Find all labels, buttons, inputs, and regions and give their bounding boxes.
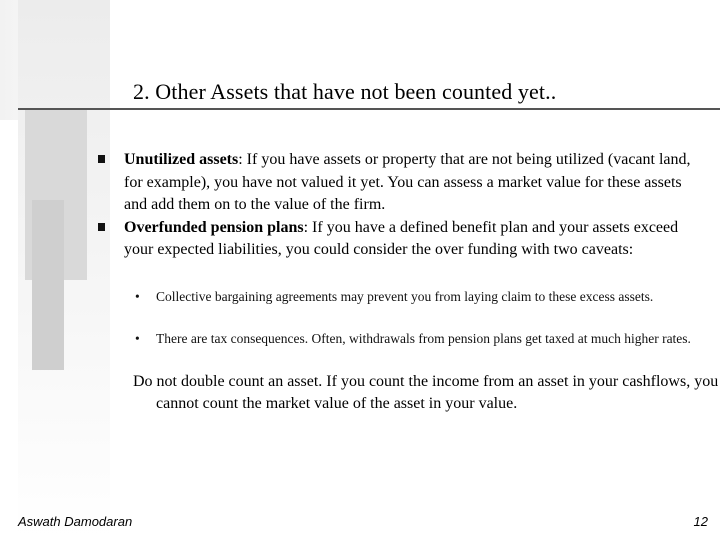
decorative-block — [32, 200, 64, 370]
slide-title: 2. Other Assets that have not been counted yet.. — [133, 79, 557, 104]
bullet-text: : If you have assets or property that are not being utilized (vacant land, for example), you have not valued it yet. You can assess a market value for these assets and add them on to the value of the firm. — [124, 151, 691, 213]
page-number: 12 — [693, 514, 708, 529]
bullet-item — [98, 217, 698, 262]
closing-note: Do not double count an asset. If you count the income from an asset in your cashflows, you cannot count the market value of the asset in your value. — [133, 373, 719, 412]
round-bullet-icon: • — [135, 289, 140, 304]
square-bullet-icon — [98, 155, 105, 163]
footer-author: Aswath Damodaran — [18, 514, 133, 529]
sub-bullet-item — [135, 329, 695, 348]
bullet-term: Unutilized assets — [124, 151, 239, 168]
title-divider — [18, 108, 720, 110]
sub-bullet-item — [135, 287, 695, 306]
square-bullet-icon — [98, 223, 105, 231]
bullet-term: Overfunded pension plans — [124, 218, 304, 236]
sub-bullet-text: Collective bargaining agreements may prevent you from laying claim to these excess assets. — [156, 289, 654, 304]
sub-bullet-text: There are tax consequences. Often, withdrawals from pension plans get taxed at much higher rates. — [156, 331, 691, 346]
bullet-list — [98, 149, 698, 262]
round-bullet-icon: • — [135, 331, 140, 346]
bullet-text: : If you have a defined benefit plan and your assets exceed your expected liabilities, you could consider the over funding with two caveats: — [124, 218, 679, 258]
bullet-item — [98, 149, 698, 217]
